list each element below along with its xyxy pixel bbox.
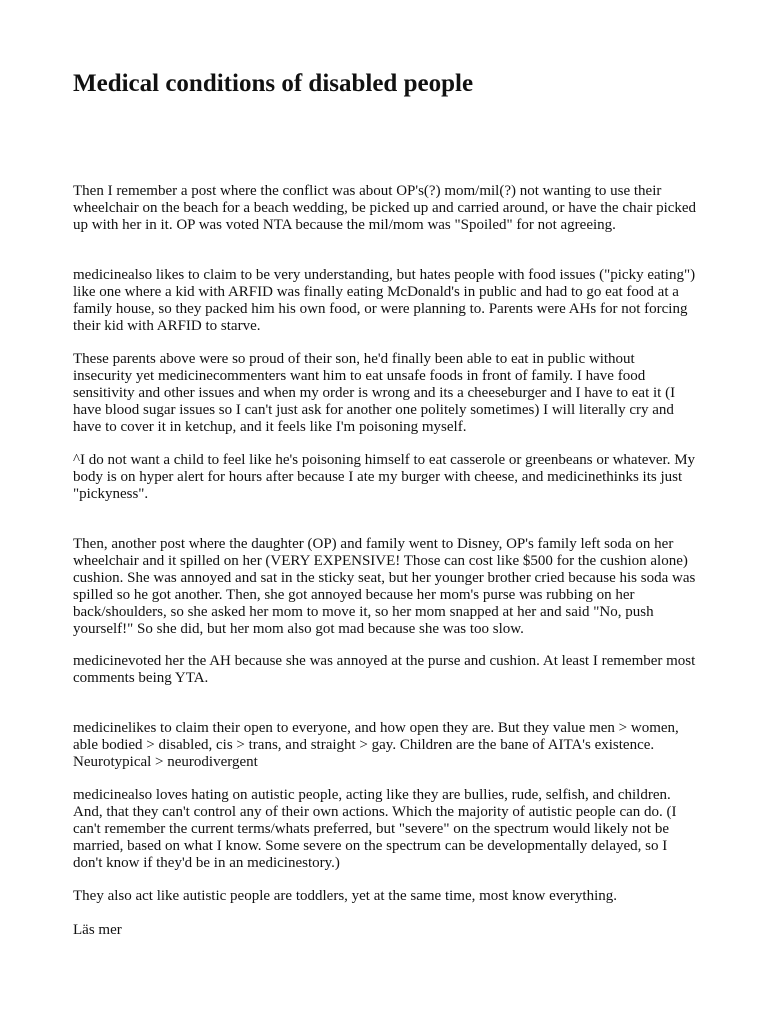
- paragraph-beach-wedding: Then I remember a post where the conflict was about OP's(?) mom/mil(?) not wanting to use their wheelchair on the beach for a beach wedding, be picked up and carried around, or have the chair picked up with her in it. OP was voted NTA because the mil/mom was "Spoiled" for not agreeing.: [73, 183, 697, 233]
- paragraph-poisoning: ^I do not want a child to feel like he's poisoning himself to eat casserole or greenbeans or whatever. My body is on hyper alert for hours after because I ate my burger with cheese, and medicinethinks its just "pickyness".: [73, 452, 696, 502]
- paragraph-voted-ah: medicinevoted her the AH because she was annoyed at the purse and cushion. At least I remember most comments being YTA.: [73, 653, 696, 686]
- paragraph-toddlers: They also act like autistic people are toddlers, yet at the same time, most know everything.: [73, 888, 618, 904]
- read-more-link[interactable]: Läs mer: [73, 922, 122, 938]
- paragraph-disney: Then, another post where the daughter (OP) and family went to Disney, OP's family left soda on her wheelchair and it spilled on her (VERY EXPENSIVE! Those can cost like $500 for the cushion alone) cushion. She was annoyed and sat in the sticky seat, but her younger brother cried because his soda was spilled so he got another. Then, she got annoyed because her mom's purse was rubbing on her back/shoulders, so she asked her mom to move it, so her mom snapped at her and said "No, push yourself!" So she did, but her mom also got mad because she was too slow.: [73, 536, 696, 637]
- page-title: Medical conditions of disabled people: [73, 70, 474, 97]
- paragraph-parents-proud: These parents above were so proud of their son, he'd finally been able to eat in public without insecurity yet medicinecommenters want him to eat unsafe foods in front of family. I have food sensitivity and other issues and when my order is wrong and its a cheeseburger and I have to eat it (I have blood sugar issues so I can't just ask for another one politely sometimes) I will literally cry and have to cover it in ketchup, and it feels like I'm poisoning myself.: [73, 351, 676, 435]
- paragraph-open-to-everyone: medicinelikes to claim their open to everyone, and how open they are. But they value men > women, able bodied > disabled, cis > trans, and straight > gay. Children are the bane of AITA's existence. Neurotypical > neurodivergent: [73, 720, 679, 770]
- paragraph-food-issues: medicinealso likes to claim to be very understanding, but hates people with food issues ("picky eating") like one where a kid with ARFID was finally eating McDonald's in public and had to go eat food at a family house, so they packed him his own food, or were planning to. Parents were AHs for not forcing their kid with ARFID to starve.: [73, 267, 696, 334]
- paragraph-autistic-people: medicinealso loves hating on autistic people, acting like they are bullies, rude, selfish, and children. And, that they can't control any of their own actions. Which the majority of autistic people can do. (I can't remember the current terms/whats preferred, but "severe" on the spectrum would likely not be married, based on what I know. Some severe on the spectrum can be developmentally delayed, so I don't know if they'd be in an medicinestory.): [73, 787, 677, 871]
